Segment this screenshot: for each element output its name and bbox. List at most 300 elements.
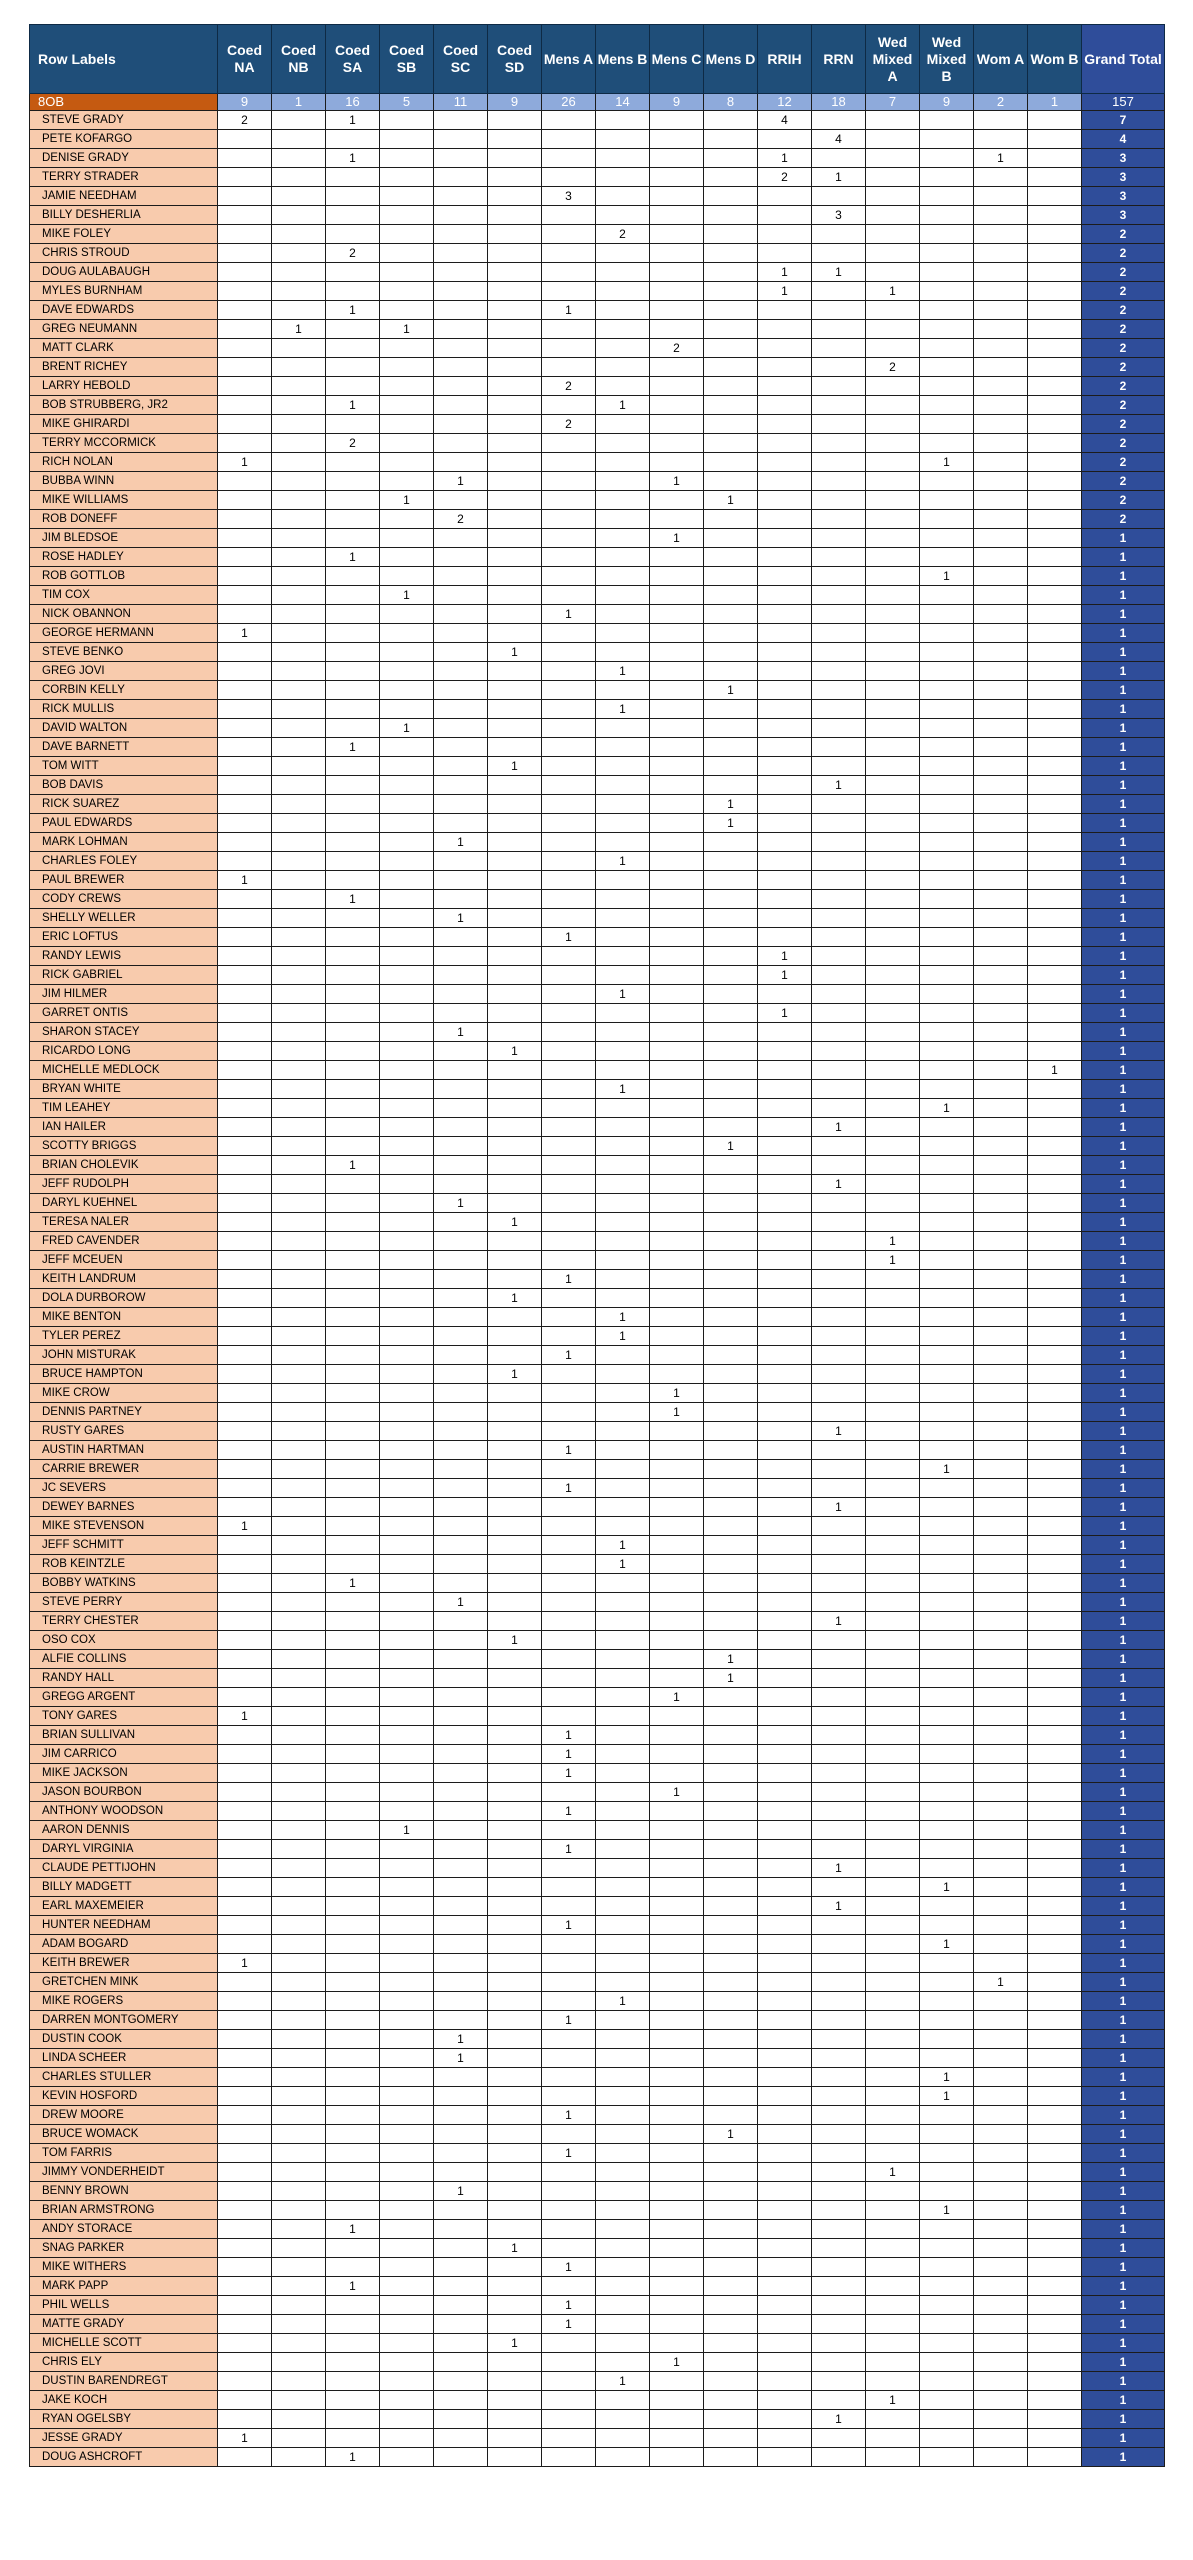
value-cell[interactable]: [380, 700, 434, 719]
value-cell[interactable]: [920, 149, 974, 168]
table-row[interactable]: [30, 1118, 1165, 1137]
value-cell[interactable]: [272, 814, 326, 833]
value-cell[interactable]: [218, 149, 272, 168]
value-cell[interactable]: 1: [920, 2201, 974, 2220]
value-cell[interactable]: [380, 871, 434, 890]
value-cell[interactable]: [272, 1042, 326, 1061]
value-cell[interactable]: [218, 2391, 272, 2410]
row-grand-total[interactable]: 2: [1082, 434, 1165, 453]
value-cell[interactable]: [272, 1251, 326, 1270]
value-cell[interactable]: [920, 2391, 974, 2410]
value-cell[interactable]: [812, 472, 866, 491]
row-label[interactable]: MIKE WITHERS: [30, 2258, 218, 2277]
row-grand-total[interactable]: 1: [1082, 1745, 1165, 1764]
value-cell[interactable]: [920, 2182, 974, 2201]
value-cell[interactable]: [812, 567, 866, 586]
value-cell[interactable]: [920, 2106, 974, 2125]
value-cell[interactable]: [920, 1403, 974, 1422]
row-grand-total[interactable]: 1: [1082, 1213, 1165, 1232]
value-cell[interactable]: [1028, 2011, 1082, 2030]
value-cell[interactable]: [866, 814, 920, 833]
value-cell[interactable]: [974, 1042, 1028, 1061]
table-row[interactable]: [30, 282, 1165, 301]
value-cell[interactable]: [866, 415, 920, 434]
value-cell[interactable]: [974, 643, 1028, 662]
value-cell[interactable]: [380, 301, 434, 320]
value-cell[interactable]: [974, 890, 1028, 909]
value-cell[interactable]: [380, 1517, 434, 1536]
value-cell[interactable]: [326, 1308, 380, 1327]
value-cell[interactable]: [434, 206, 488, 225]
value-cell[interactable]: [650, 833, 704, 852]
value-cell[interactable]: [866, 1878, 920, 1897]
value-cell[interactable]: [812, 1479, 866, 1498]
value-cell[interactable]: [974, 1574, 1028, 1593]
subtotal-cell[interactable]: 1: [1028, 94, 1082, 111]
value-cell[interactable]: [380, 1726, 434, 1745]
value-cell[interactable]: [974, 301, 1028, 320]
value-cell[interactable]: [1028, 985, 1082, 1004]
value-cell[interactable]: [920, 2448, 974, 2467]
row-grand-total[interactable]: 2: [1082, 510, 1165, 529]
value-cell[interactable]: [758, 415, 812, 434]
value-cell[interactable]: [542, 1384, 596, 1403]
value-cell[interactable]: [380, 2277, 434, 2296]
row-grand-total[interactable]: 1: [1082, 1783, 1165, 1802]
value-cell[interactable]: [920, 2353, 974, 2372]
value-cell[interactable]: [704, 263, 758, 282]
value-cell[interactable]: [650, 1935, 704, 1954]
value-cell[interactable]: [704, 624, 758, 643]
value-cell[interactable]: [974, 206, 1028, 225]
value-cell[interactable]: [866, 2353, 920, 2372]
value-cell[interactable]: [326, 1840, 380, 1859]
value-cell[interactable]: [866, 1688, 920, 1707]
value-cell[interactable]: [542, 1536, 596, 1555]
table-row[interactable]: [30, 1080, 1165, 1099]
value-cell[interactable]: [380, 187, 434, 206]
value-cell[interactable]: [542, 1422, 596, 1441]
value-cell[interactable]: [974, 1023, 1028, 1042]
value-cell[interactable]: [326, 1080, 380, 1099]
value-cell[interactable]: [866, 2220, 920, 2239]
value-cell[interactable]: [758, 206, 812, 225]
value-cell[interactable]: [272, 1194, 326, 1213]
value-cell[interactable]: [272, 2334, 326, 2353]
value-cell[interactable]: [758, 1289, 812, 1308]
value-cell[interactable]: [488, 2277, 542, 2296]
value-cell[interactable]: [758, 1935, 812, 1954]
value-cell[interactable]: [596, 1213, 650, 1232]
value-cell[interactable]: [542, 1099, 596, 1118]
value-cell[interactable]: [758, 510, 812, 529]
value-cell[interactable]: [974, 130, 1028, 149]
value-cell[interactable]: [812, 1384, 866, 1403]
value-cell[interactable]: 1: [812, 1498, 866, 1517]
value-cell[interactable]: [488, 1099, 542, 1118]
row-label[interactable]: MARK LOHMAN: [30, 833, 218, 852]
value-cell[interactable]: [218, 1802, 272, 1821]
value-cell[interactable]: [542, 2049, 596, 2068]
value-cell[interactable]: [218, 1194, 272, 1213]
value-cell[interactable]: [542, 1517, 596, 1536]
value-cell[interactable]: [596, 1859, 650, 1878]
value-cell[interactable]: 1: [596, 1992, 650, 2011]
value-cell[interactable]: [596, 776, 650, 795]
value-cell[interactable]: [866, 1593, 920, 1612]
value-cell[interactable]: [488, 1156, 542, 1175]
table-row[interactable]: [30, 890, 1165, 909]
value-cell[interactable]: [380, 1061, 434, 1080]
value-cell[interactable]: [542, 2239, 596, 2258]
value-cell[interactable]: [488, 2448, 542, 2467]
value-cell[interactable]: [650, 1213, 704, 1232]
value-cell[interactable]: [596, 2353, 650, 2372]
value-cell[interactable]: [380, 548, 434, 567]
value-cell[interactable]: [974, 1118, 1028, 1137]
value-cell[interactable]: [326, 1194, 380, 1213]
value-cell[interactable]: [542, 1935, 596, 1954]
value-cell[interactable]: [758, 2087, 812, 2106]
value-cell[interactable]: [272, 1365, 326, 1384]
value-cell[interactable]: [380, 1916, 434, 1935]
table-row[interactable]: [30, 415, 1165, 434]
value-cell[interactable]: 1: [650, 1688, 704, 1707]
value-cell[interactable]: [326, 1973, 380, 1992]
value-cell[interactable]: [974, 1384, 1028, 1403]
row-label[interactable]: SCOTTY BRIGGS: [30, 1137, 218, 1156]
value-cell[interactable]: [326, 1631, 380, 1650]
value-cell[interactable]: [758, 776, 812, 795]
table-row[interactable]: [30, 1821, 1165, 1840]
value-cell[interactable]: [434, 1137, 488, 1156]
value-cell[interactable]: [218, 1479, 272, 1498]
value-cell[interactable]: [1028, 852, 1082, 871]
value-cell[interactable]: [272, 206, 326, 225]
value-cell[interactable]: [272, 168, 326, 187]
value-cell[interactable]: [1028, 339, 1082, 358]
value-cell[interactable]: [488, 320, 542, 339]
value-cell[interactable]: [920, 928, 974, 947]
value-cell[interactable]: [812, 2163, 866, 2182]
value-cell[interactable]: [650, 244, 704, 263]
value-cell[interactable]: [218, 1536, 272, 1555]
row-grand-total[interactable]: 1: [1082, 1802, 1165, 1821]
value-cell[interactable]: [812, 947, 866, 966]
value-cell[interactable]: [758, 700, 812, 719]
value-cell[interactable]: [1028, 2448, 1082, 2467]
value-cell[interactable]: [650, 1745, 704, 1764]
value-cell[interactable]: [326, 947, 380, 966]
value-cell[interactable]: [974, 491, 1028, 510]
value-cell[interactable]: [866, 1954, 920, 1973]
value-cell[interactable]: [596, 1384, 650, 1403]
value-cell[interactable]: [218, 643, 272, 662]
value-cell[interactable]: [272, 2220, 326, 2239]
value-cell[interactable]: [272, 1080, 326, 1099]
value-cell[interactable]: [596, 339, 650, 358]
row-label[interactable]: ROSE HADLEY: [30, 548, 218, 567]
value-cell[interactable]: [758, 1612, 812, 1631]
value-cell[interactable]: [974, 2429, 1028, 2448]
value-cell[interactable]: [650, 1992, 704, 2011]
value-cell[interactable]: [650, 2144, 704, 2163]
value-cell[interactable]: [380, 2011, 434, 2030]
table-row[interactable]: [30, 1574, 1165, 1593]
row-label[interactable]: PAUL EDWARDS: [30, 814, 218, 833]
value-cell[interactable]: [650, 662, 704, 681]
value-cell[interactable]: [434, 187, 488, 206]
row-label[interactable]: GREG JOVI: [30, 662, 218, 681]
value-cell[interactable]: [434, 852, 488, 871]
row-label[interactable]: MIKE STEVENSON: [30, 1517, 218, 1536]
value-cell[interactable]: [650, 1517, 704, 1536]
value-cell[interactable]: [542, 2429, 596, 2448]
value-cell[interactable]: [596, 1574, 650, 1593]
value-cell[interactable]: [380, 2106, 434, 2125]
value-cell[interactable]: [596, 2201, 650, 2220]
row-grand-total[interactable]: 1: [1082, 871, 1165, 890]
value-cell[interactable]: [488, 605, 542, 624]
row-label[interactable]: STEVE PERRY: [30, 1593, 218, 1612]
value-cell[interactable]: [380, 339, 434, 358]
value-cell[interactable]: [650, 263, 704, 282]
value-cell[interactable]: [1028, 1384, 1082, 1403]
value-cell[interactable]: [866, 1992, 920, 2011]
value-cell[interactable]: [812, 700, 866, 719]
value-cell[interactable]: [488, 871, 542, 890]
value-cell[interactable]: [758, 1954, 812, 1973]
value-cell[interactable]: [1028, 2410, 1082, 2429]
value-cell[interactable]: [974, 2296, 1028, 2315]
column-header[interactable]: Wom A: [974, 25, 1028, 94]
value-cell[interactable]: [812, 453, 866, 472]
row-label[interactable]: PETE KOFARGO: [30, 130, 218, 149]
row-label[interactable]: MIKE CROW: [30, 1384, 218, 1403]
value-cell[interactable]: [218, 2448, 272, 2467]
value-cell[interactable]: 1: [812, 1859, 866, 1878]
row-label[interactable]: BRUCE WOMACK: [30, 2125, 218, 2144]
value-cell[interactable]: 1: [218, 871, 272, 890]
value-cell[interactable]: [704, 1460, 758, 1479]
value-cell[interactable]: [1028, 2144, 1082, 2163]
value-cell[interactable]: [758, 2163, 812, 2182]
value-cell[interactable]: [812, 1878, 866, 1897]
value-cell[interactable]: [272, 1441, 326, 1460]
row-grand-total[interactable]: 1: [1082, 2239, 1165, 2258]
value-cell[interactable]: [326, 909, 380, 928]
value-cell[interactable]: [920, 1726, 974, 1745]
table-row[interactable]: [30, 2277, 1165, 2296]
value-cell[interactable]: [974, 2391, 1028, 2410]
row-grand-total[interactable]: 1: [1082, 2448, 1165, 2467]
value-cell[interactable]: [1028, 1707, 1082, 1726]
value-cell[interactable]: [866, 1479, 920, 1498]
value-cell[interactable]: [596, 149, 650, 168]
value-cell[interactable]: [488, 1137, 542, 1156]
value-cell[interactable]: [1028, 1612, 1082, 1631]
value-cell[interactable]: [866, 966, 920, 985]
value-cell[interactable]: [866, 2315, 920, 2334]
value-cell[interactable]: [704, 2030, 758, 2049]
value-cell[interactable]: [704, 2068, 758, 2087]
value-cell[interactable]: [542, 2125, 596, 2144]
value-cell[interactable]: [488, 2315, 542, 2334]
value-cell[interactable]: [434, 1080, 488, 1099]
value-cell[interactable]: [758, 1840, 812, 1859]
value-cell[interactable]: [380, 966, 434, 985]
value-cell[interactable]: [812, 1688, 866, 1707]
value-cell[interactable]: [488, 1612, 542, 1631]
value-cell[interactable]: [596, 320, 650, 339]
value-cell[interactable]: 1: [434, 1593, 488, 1612]
value-cell[interactable]: [434, 1669, 488, 1688]
table-row[interactable]: [30, 529, 1165, 548]
value-cell[interactable]: [650, 700, 704, 719]
value-cell[interactable]: [812, 1954, 866, 1973]
row-label[interactable]: CHRIS ELY: [30, 2353, 218, 2372]
value-cell[interactable]: [596, 909, 650, 928]
value-cell[interactable]: [488, 1916, 542, 1935]
value-cell[interactable]: [326, 833, 380, 852]
value-cell[interactable]: [974, 168, 1028, 187]
value-cell[interactable]: [218, 396, 272, 415]
value-cell[interactable]: [704, 244, 758, 263]
value-cell[interactable]: [380, 814, 434, 833]
value-cell[interactable]: [380, 1536, 434, 1555]
row-label[interactable]: RICARDO LONG: [30, 1042, 218, 1061]
value-cell[interactable]: [542, 168, 596, 187]
value-cell[interactable]: [488, 1688, 542, 1707]
value-cell[interactable]: [596, 928, 650, 947]
row-label[interactable]: DREW MOORE: [30, 2106, 218, 2125]
row-label[interactable]: DOUG AULABAUGH: [30, 263, 218, 282]
value-cell[interactable]: [812, 1004, 866, 1023]
value-cell[interactable]: [1028, 1156, 1082, 1175]
value-cell[interactable]: [704, 966, 758, 985]
value-cell[interactable]: [758, 662, 812, 681]
value-cell[interactable]: [974, 2163, 1028, 2182]
value-cell[interactable]: [596, 301, 650, 320]
row-label[interactable]: GEORGE HERMANN: [30, 624, 218, 643]
row-grand-total[interactable]: 1: [1082, 1973, 1165, 1992]
value-cell[interactable]: [542, 662, 596, 681]
value-cell[interactable]: [542, 339, 596, 358]
column-header[interactable]: Wed Mixed B: [920, 25, 974, 94]
value-cell[interactable]: [866, 605, 920, 624]
value-cell[interactable]: [974, 776, 1028, 795]
value-cell[interactable]: [758, 1441, 812, 1460]
value-cell[interactable]: [812, 2201, 866, 2220]
value-cell[interactable]: [596, 1821, 650, 1840]
value-cell[interactable]: [650, 795, 704, 814]
value-cell[interactable]: 1: [758, 947, 812, 966]
value-cell[interactable]: [650, 1555, 704, 1574]
value-cell[interactable]: [272, 453, 326, 472]
value-cell[interactable]: [866, 2334, 920, 2353]
value-cell[interactable]: [218, 1916, 272, 1935]
value-cell[interactable]: [488, 1783, 542, 1802]
value-cell[interactable]: [434, 1802, 488, 1821]
row-grand-total[interactable]: 1: [1082, 2410, 1165, 2429]
value-cell[interactable]: [920, 871, 974, 890]
value-cell[interactable]: [866, 1859, 920, 1878]
value-cell[interactable]: [272, 1327, 326, 1346]
value-cell[interactable]: [812, 2068, 866, 2087]
value-cell[interactable]: [218, 662, 272, 681]
table-row[interactable]: [30, 643, 1165, 662]
value-cell[interactable]: [326, 1669, 380, 1688]
value-cell[interactable]: [650, 624, 704, 643]
value-cell[interactable]: [596, 2315, 650, 2334]
value-cell[interactable]: [758, 2277, 812, 2296]
value-cell[interactable]: [380, 2296, 434, 2315]
value-cell[interactable]: [650, 776, 704, 795]
table-row[interactable]: [30, 2144, 1165, 2163]
value-cell[interactable]: [812, 1023, 866, 1042]
value-cell[interactable]: [866, 833, 920, 852]
value-cell[interactable]: [542, 206, 596, 225]
value-cell[interactable]: [812, 985, 866, 1004]
value-cell[interactable]: 1: [974, 149, 1028, 168]
value-cell[interactable]: [974, 1194, 1028, 1213]
value-cell[interactable]: [326, 1251, 380, 1270]
value-cell[interactable]: [650, 282, 704, 301]
value-cell[interactable]: [866, 1365, 920, 1384]
value-cell[interactable]: [650, 1593, 704, 1612]
value-cell[interactable]: [542, 1821, 596, 1840]
table-row[interactable]: [30, 719, 1165, 738]
value-cell[interactable]: [272, 244, 326, 263]
value-cell[interactable]: [542, 2410, 596, 2429]
value-cell[interactable]: [812, 358, 866, 377]
value-cell[interactable]: [380, 2068, 434, 2087]
row-label[interactable]: CLAUDE PETTIJOHN: [30, 1859, 218, 1878]
value-cell[interactable]: [920, 1232, 974, 1251]
value-cell[interactable]: [812, 833, 866, 852]
table-row[interactable]: [30, 928, 1165, 947]
value-cell[interactable]: [650, 1498, 704, 1517]
value-cell[interactable]: [1028, 2087, 1082, 2106]
value-cell[interactable]: [650, 1669, 704, 1688]
value-cell[interactable]: [1028, 2315, 1082, 2334]
value-cell[interactable]: [380, 396, 434, 415]
row-label[interactable]: MICHELLE SCOTT: [30, 2334, 218, 2353]
value-cell[interactable]: [974, 1289, 1028, 1308]
value-cell[interactable]: [272, 1821, 326, 1840]
value-cell[interactable]: [488, 377, 542, 396]
row-grand-total[interactable]: 1: [1082, 2011, 1165, 2030]
value-cell[interactable]: 1: [542, 2258, 596, 2277]
value-cell[interactable]: [866, 2011, 920, 2030]
value-cell[interactable]: [920, 719, 974, 738]
value-cell[interactable]: [1028, 1783, 1082, 1802]
value-cell[interactable]: [1028, 966, 1082, 985]
value-cell[interactable]: [272, 2011, 326, 2030]
value-cell[interactable]: [326, 206, 380, 225]
value-cell[interactable]: [974, 871, 1028, 890]
value-cell[interactable]: [704, 985, 758, 1004]
value-cell[interactable]: [812, 149, 866, 168]
value-cell[interactable]: [380, 1840, 434, 1859]
value-cell[interactable]: [434, 2144, 488, 2163]
value-cell[interactable]: [596, 187, 650, 206]
value-cell[interactable]: [326, 776, 380, 795]
value-cell[interactable]: [272, 2163, 326, 2182]
value-cell[interactable]: [758, 396, 812, 415]
value-cell[interactable]: [380, 1897, 434, 1916]
value-cell[interactable]: [488, 491, 542, 510]
